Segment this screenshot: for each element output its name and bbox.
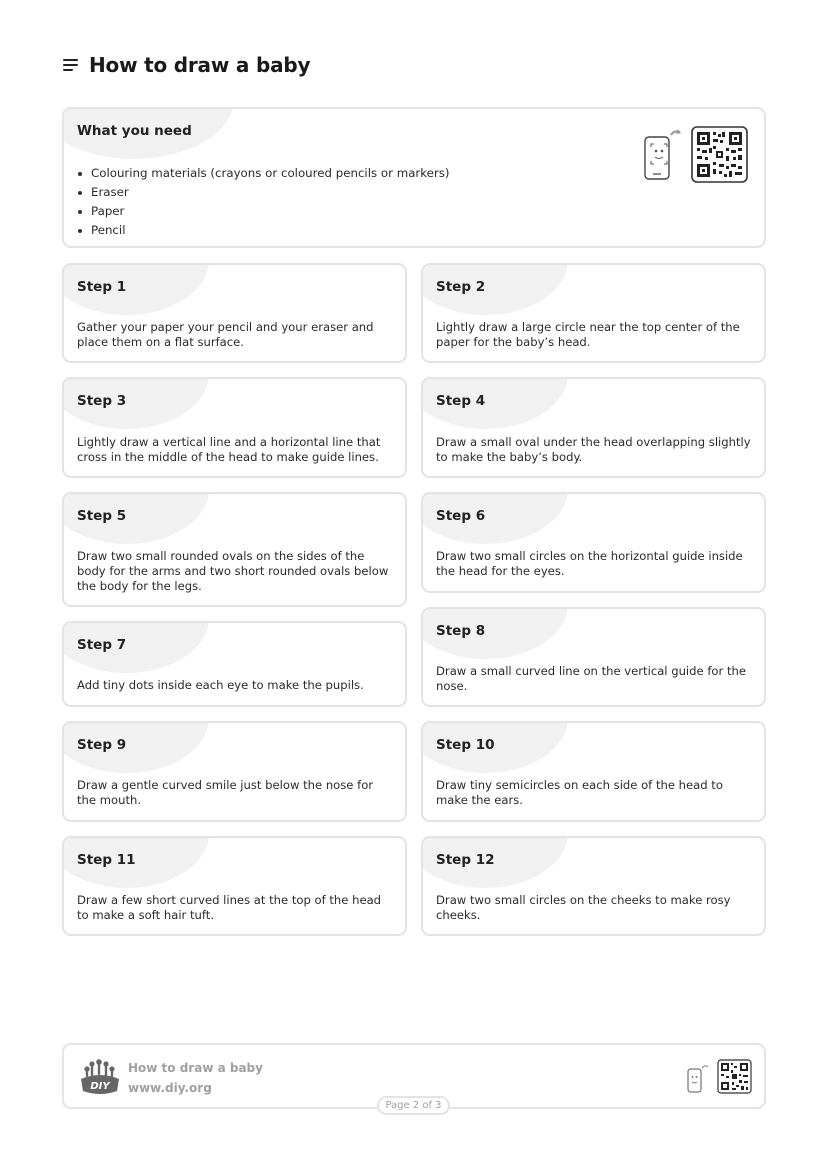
step-text: Lightly draw a large circle near the top center of the paper for the baby’s head. (436, 320, 740, 349)
step-text: Add tiny dots inside each eye to make the pupils. (77, 678, 364, 692)
step-card (421, 721, 766, 822)
step-card (421, 377, 766, 478)
materials-heading: What you need (77, 123, 192, 139)
step-title: Step 6 (436, 508, 486, 524)
step-title: Step 12 (436, 852, 495, 868)
phone-scan-icon (643, 127, 683, 181)
step-card (421, 492, 766, 593)
step-title: Step 8 (436, 623, 486, 639)
step-text: Draw a small oval under the head overlapping slightly to make the baby’s body. (436, 435, 751, 464)
step-card (421, 836, 766, 936)
step-title: Step 11 (77, 852, 136, 868)
step-card (62, 721, 407, 822)
logo-text: DIY (90, 1081, 110, 1092)
diy-logo-icon[interactable] (79, 1057, 121, 1097)
step-title: Step 4 (436, 393, 486, 409)
qr-code-icon[interactable] (717, 1059, 752, 1094)
step-title: Step 9 (77, 737, 127, 753)
list-item: Pencil (91, 221, 450, 240)
step-card (62, 492, 407, 607)
step-text: Draw a gentle curved smile just below the nose for the mouth. (77, 778, 374, 807)
materials-card (62, 107, 766, 248)
step-title: Step 3 (77, 393, 127, 409)
step-text: Lightly draw a vertical line and a horizontal line that cross in the middle of the head to make guide lines. (77, 435, 381, 464)
step-text: Draw a few short curved lines at the top of the head to make a soft hair tuft. (77, 893, 382, 922)
step-text: Draw two small rounded ovals on the sides of the body for the arms and two short rounded ovals below the body for the legs. (77, 549, 389, 593)
step-text: Draw a small curved line on the vertical guide for the nose. (436, 664, 746, 693)
list-item: Colouring materials (crayons or coloured pencils or markers) (91, 164, 450, 183)
page-indicator: Page 2 of 3 (377, 1096, 450, 1115)
list-item: Eraser (91, 183, 450, 202)
step-card (421, 607, 766, 707)
footer-url[interactable]: www.diy.org (128, 1081, 212, 1095)
step-text: Draw two small circles on the horizontal guide inside the head for the eyes. (436, 549, 743, 578)
step-text: Draw two small circles on the cheeks to make rosy cheeks. (436, 893, 731, 922)
page-title: How to draw a baby (89, 53, 311, 77)
materials-list (91, 164, 450, 240)
step-title: Step 10 (436, 737, 495, 753)
qr-code-icon[interactable] (691, 126, 748, 183)
page-header (63, 53, 310, 77)
step-text: Draw tiny semicircles on each side of the head to make the ears. (436, 778, 723, 807)
step-title: Step 5 (77, 508, 127, 524)
phone-scan-icon (687, 1063, 709, 1093)
step-title: Step 2 (436, 279, 486, 295)
step-card (62, 621, 407, 707)
step-card (62, 377, 407, 478)
step-title: Step 7 (77, 637, 127, 653)
step-title: Step 1 (77, 279, 127, 295)
step-text: Gather your paper your pencil and your eraser and place them on a flat surface. (77, 320, 374, 349)
step-card (62, 836, 407, 936)
footer-title: How to draw a baby (128, 1061, 263, 1075)
step-card (421, 263, 766, 363)
step-card (62, 263, 407, 363)
menu-lines-icon (63, 58, 80, 73)
list-item: Paper (91, 202, 450, 221)
